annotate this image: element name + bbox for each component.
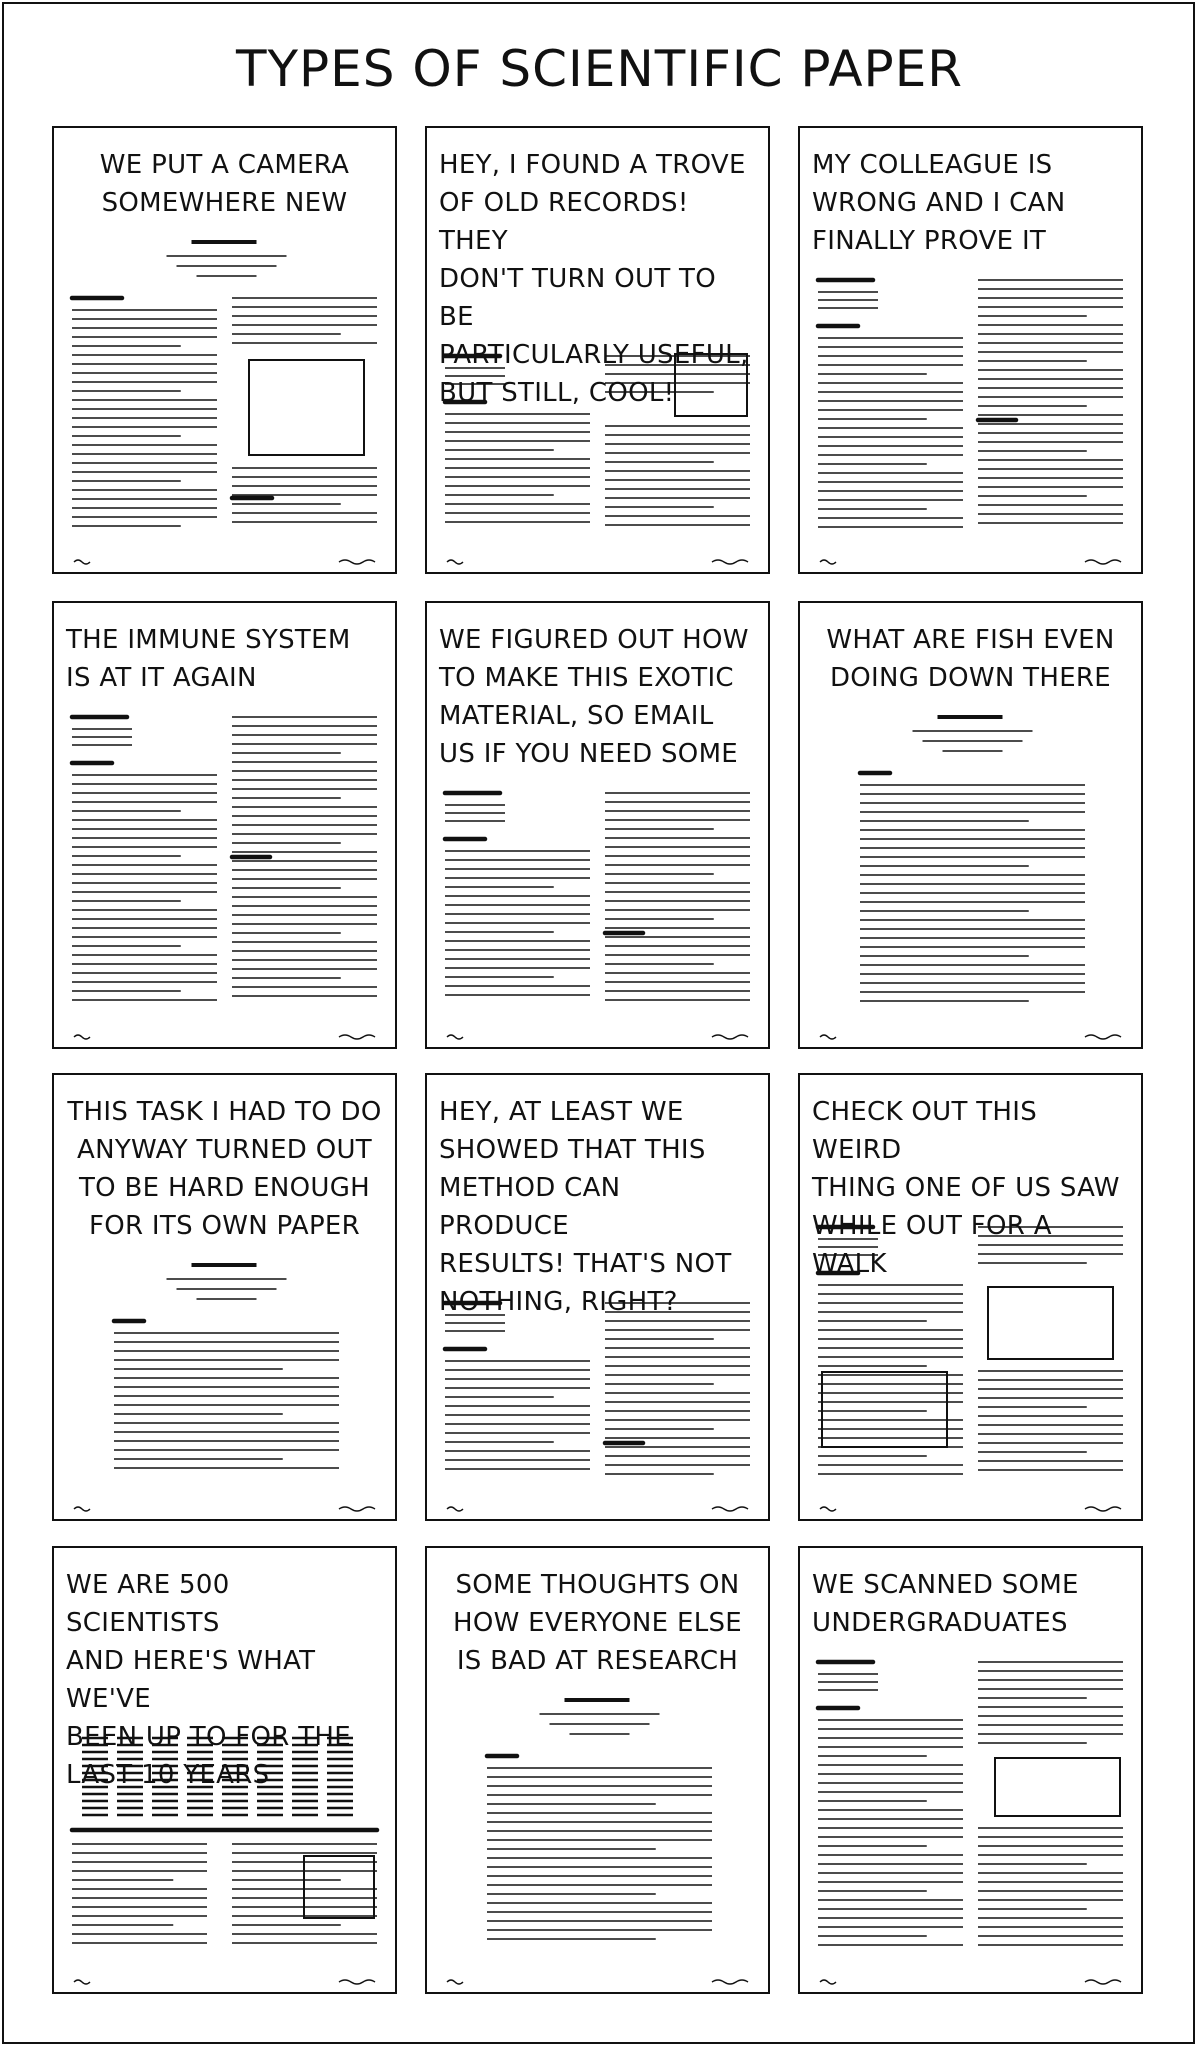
affiliation-lines (818, 1674, 878, 1690)
text-lines (605, 793, 750, 1000)
paper-panel-12 (798, 1546, 1143, 1994)
footer-mark (74, 560, 90, 564)
text-lines (232, 298, 377, 343)
text-lines (605, 1303, 750, 1474)
footer-mark (74, 1507, 90, 1511)
panel-caption: THIS TASK I HAD TO DO ANYWAY TURNED OUT TO BE HARD ENOUGH FOR ITS OWN PAPER (67, 1097, 382, 1241)
text-lines (72, 310, 217, 526)
footer-mark (447, 560, 463, 564)
paper-panel-3 (798, 126, 1143, 574)
footer-mark (1085, 1035, 1121, 1039)
panel-caption: WE SCANNED SOME UNDERGRADUATES (812, 1570, 1079, 1638)
figure-box (995, 1758, 1120, 1816)
figure-box (304, 1856, 374, 1918)
paper-panel-4 (52, 601, 397, 1049)
paper-panel-6 (798, 601, 1143, 1049)
text-lines (72, 1844, 207, 1943)
panel-caption: WE FIGURED OUT HOW TO MAKE THIS EXOTIC MATERIAL, SO EMAIL US IF YOU NEED SOME (439, 625, 749, 769)
footer-mark (1085, 560, 1121, 564)
panel-caption: HEY, AT LEAST WE SHOWED THAT THIS METHOD CAN PRODUCE RESULTS! THAT'S NOT NOTHING, RIGHT? (439, 1097, 732, 1317)
footer-mark (447, 1507, 463, 1511)
footer-mark (447, 1980, 463, 1984)
footer-mark (339, 560, 375, 564)
footer-mark (1085, 1980, 1121, 1984)
paper-panel-9 (798, 1073, 1143, 1521)
footer-mark (339, 1035, 375, 1039)
footer-mark (820, 1035, 836, 1039)
text-lines (978, 1828, 1123, 1945)
panel-caption: SOME THOUGHTS ON HOW EVERYONE ELSE IS BAD AT RESEARCH (452, 1570, 743, 1676)
figure-box (988, 1287, 1113, 1359)
text-lines (818, 1720, 963, 1945)
text-lines (487, 1768, 712, 1939)
footer-mark (74, 1980, 90, 1984)
text-lines (978, 1662, 1123, 1743)
panel-caption: CHECK OUT THIS WEIRD THING ONE OF US SAW WHILE OUT FOR A WALK (812, 1097, 1120, 1279)
text-lines (114, 1333, 339, 1468)
text-lines (445, 414, 590, 522)
footer-mark (339, 1980, 375, 1984)
footer-mark (712, 1507, 748, 1511)
text-lines (445, 1361, 590, 1469)
affiliation-lines (72, 729, 132, 745)
text-lines (978, 280, 1123, 523)
paper-panel-7 (52, 1073, 397, 1521)
comic-title: TYPES OF SCIENTIFIC PAPER (235, 40, 964, 98)
panel-caption: THE IMMUNE SYSTEM IS AT IT AGAIN (66, 625, 351, 693)
panel-caption: MY COLLEAGUE IS WRONG AND I CAN FINALLY PROVE IT (812, 150, 1066, 256)
text-lines (72, 775, 217, 1000)
affiliation-lines (818, 292, 878, 308)
text-lines (605, 426, 750, 525)
footer-mark (712, 1035, 748, 1039)
text-lines (978, 1371, 1123, 1470)
footer-mark (820, 1980, 836, 1984)
footer-mark (712, 1980, 748, 1984)
footer-mark (74, 1035, 90, 1039)
footer-mark (1085, 1507, 1121, 1511)
footer-mark (447, 1035, 463, 1039)
panel-caption: WE PUT A CAMERA SOMEWHERE NEW (99, 150, 350, 218)
text-lines (445, 851, 590, 995)
text-lines (860, 785, 1085, 1001)
figure-box (249, 360, 364, 455)
paper-panel-11 (425, 1546, 770, 1994)
panel-caption: WHAT ARE FISH EVEN DOING DOWN THERE (826, 625, 1115, 693)
footer-mark (712, 560, 748, 564)
footer-mark (339, 1507, 375, 1511)
panel-caption: WE ARE 500 SCIENTISTS AND HERE'S WHAT WE'VE BEEN UP TO FOR THE LAST 10 YEARS (66, 1570, 352, 1790)
affiliation-lines (445, 805, 505, 821)
paper-panel-8 (425, 1073, 770, 1521)
paper-panel-2 (425, 126, 770, 574)
paper-panel-5 (425, 601, 770, 1049)
footer-mark (820, 560, 836, 564)
text-lines (818, 1285, 963, 1474)
paper-panel-1 (52, 126, 397, 574)
text-lines (232, 468, 377, 522)
paper-panel-10 (52, 1546, 397, 1994)
panel-caption: HEY, I FOUND A TROVE OF OLD RECORDS! THEY DON'T TURN OUT TO BE PARTICULARLY USEFUL, BUT STILL, COOL! (439, 150, 749, 408)
footer-mark (820, 1507, 836, 1511)
text-lines (818, 338, 963, 527)
